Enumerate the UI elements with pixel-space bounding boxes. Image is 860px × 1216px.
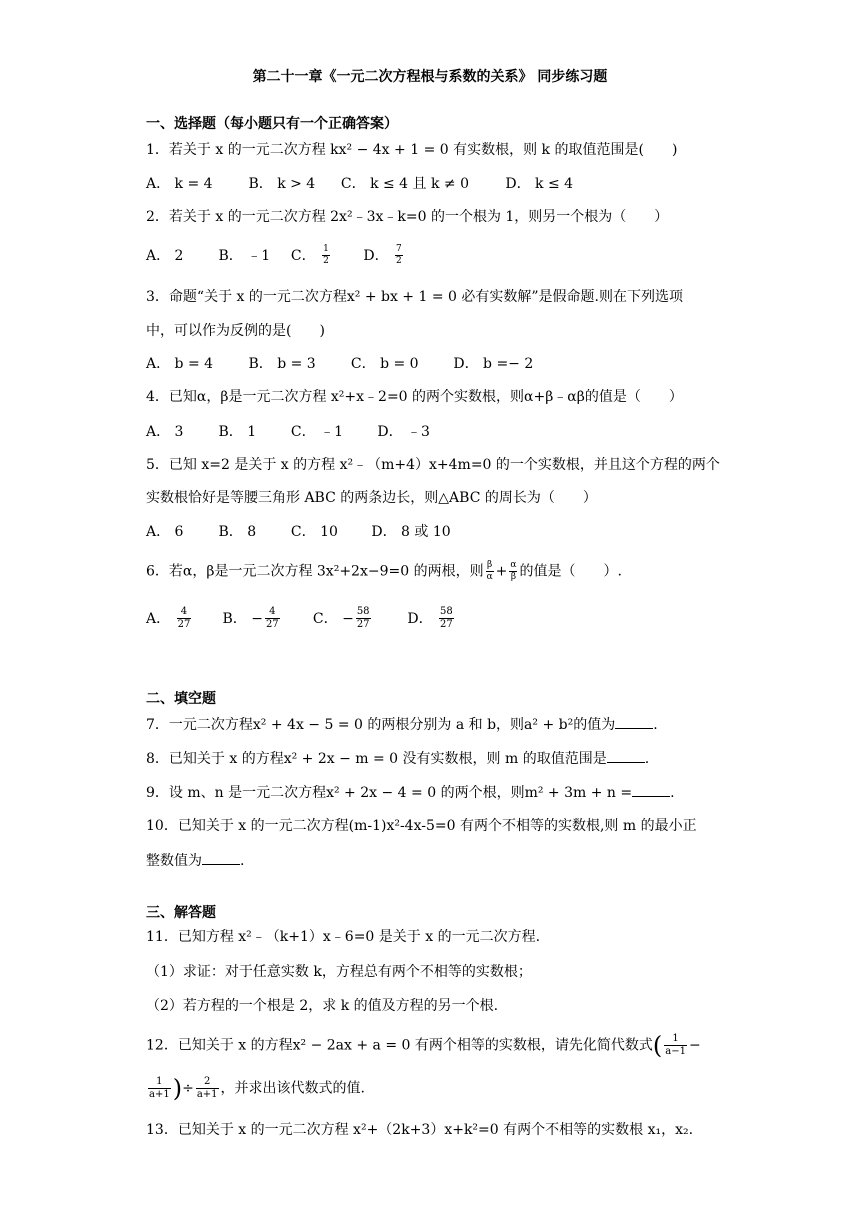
page-title: 第二十一章《一元二次方程根与系数的关系》 同步练习题 [252,69,608,85]
section-heading-fill: 二、填空题 [146,691,216,707]
question-13: 13．已知关于 x 的一元二次方程 x²+（2k+3）x+k²=0 有两个不相等的实数根 x₁，x₂. [146,1122,694,1138]
fraction: $\frac{\beta}{\alpha}$ [486,560,493,582]
question-3-line-2: 中，可以作为反例的是( ) [146,323,325,339]
question-1-options [146,174,573,194]
answer-blank[interactable] [202,850,240,865]
question-10-line-2: 整数值为 . [146,850,244,871]
option-c: C． 10 [290,524,338,540]
fraction: $\frac{1}{a+1}$ [149,1076,170,1100]
fraction: $\frac{4}{27}$ [265,606,279,630]
option-a: A． $\frac{4}{27}$ [146,606,191,630]
question-6: 6．若α，β是一元二次方程 3x²+2x−9=0 的两根，则 $\frac{\beta}{\alpha}$ + $\frac{\alpha}{\beta}$ 的值是（ ）. [146,560,622,582]
option-a: A． 2 [146,247,184,264]
option-c: C． b = 0 [350,356,419,372]
option-c: C． − $\frac{58}{27}$ [312,606,370,630]
question-7: 7．一元二次方程x² + 4x − 5 = 0 的两根分别为 a 和 b，则a² + b²的值为 . [146,714,658,735]
option-b: B． 1 [218,424,257,440]
question-4-options [146,422,430,442]
question-6-options [146,606,456,631]
question-11-part-2: （2）若方程的一个根是 2，求 k 的值及方程的另一个根. [146,998,499,1014]
option-b: B． − $\frac{4}{27}$ [222,606,279,630]
section-heading-choice: 一、选择题（每小题只有一个正确答案） [146,116,398,132]
fraction: $\frac{58}{27}$ [356,606,370,630]
question-2-options [146,244,405,267]
option-d: D． $\frac{7}{2}$ [363,244,402,266]
fraction: $\frac{7}{2}$ [396,244,402,266]
question-4: 4．已知α，β是一元二次方程 x²+x﹣2=0 的两个实数根，则α+β﹣αβ的值是（ ） [146,389,683,405]
fraction: $\frac{2}{a+1}$ [196,1076,218,1100]
option-b: B． b = 3 [248,356,316,372]
option-b: B． 8 [218,524,257,540]
question-1: 1．若关于 x 的一元二次方程 kx² − 4x + 1 = 0 有实数根，则 k 的取值范围是( ) [146,142,678,158]
question-5-options [146,522,451,542]
question-12-line-2: $\frac{1}{a+1}$ )÷ $\frac{2}{a+1}$ ，并求出该代数式的值. [149,1074,365,1103]
question-5-line-2: 实数根恰好是等腰三角形 ABC 的两条边长，则△ABC 的周长为（ ） [146,490,597,506]
question-9: 9．设 m、n 是一元二次方程x² + 2x − 4 = 0 的两个根，则m² + 3m + n = . [146,782,675,803]
question-10-line-1: 10．已知关于 x 的一元二次方程(m-1)x²-4x-5=0 有两个不相等的实数根,则 m 的最小正 [146,818,697,834]
option-c: C． k ≤ 4 且 k ≠ 0 [340,176,470,192]
option-d: D． $\frac{58}{27}$ [407,606,453,630]
option-b: B． ﹣1 [218,247,271,264]
fraction: $\frac{58}{27}$ [440,606,453,630]
question-11-part-1: （1）求证：对于任意实数 k，方程总有两个不相等的实数根； [146,964,532,980]
section-heading-solve: 三、解答题 [146,905,216,921]
option-c: C． ﹣1 [290,424,343,440]
option-a: A． k = 4 [146,176,213,192]
option-a: A． 6 [146,524,184,540]
question-3-line-1: 3．命题“关于 x 的一元二次方程x² + bx + 1 = 0 必有实数解”是假命题.则在下列选项 [146,289,683,305]
option-d: D． k ≤ 4 [505,176,574,192]
option-a: A． 3 [146,424,184,440]
option-d: D． ﹣3 [377,424,430,440]
fraction: $\frac{1}{a-1}$ [665,1033,686,1057]
fraction: $\frac{1}{2}$ [323,244,329,266]
option-d: D． 8 或 10 [371,524,451,540]
question-11-line-1: 11．已知方程 x²﹣（k+1）x﹣6=0 是关于 x 的一元二次方程. [146,929,541,945]
question-2: 2．若关于 x 的一元二次方程 2x²﹣3x﹣k=0 的一个根为 1，则另一个根为（ ） [146,209,669,225]
answer-blank[interactable] [615,714,653,729]
question-12-line-1: 12．已知关于 x 的方程x² − 2ax + a = 0 有两个相等的实数根，请先化简代数式( $\frac{1}{a-1}$ − [146,1031,701,1060]
question-8: 8．已知关于 x 的方程x² + 2x − m = 0 没有实数根，则 m 的取值范围是 . [146,748,649,769]
option-c: C． $\frac{1}{2}$ [290,244,329,266]
question-5-line-1: 5．已知 x=2 是关于 x 的方程 x²﹣（m+4）x+4m=0 的一个实数根，并且这个方程的两个 [146,457,720,473]
option-b: B． k > 4 [248,176,316,192]
answer-blank[interactable] [607,748,645,763]
option-a: A． b = 4 [146,356,214,372]
question-3-options [146,354,533,374]
option-d: D． b =− 2 [453,356,534,372]
fraction: $\frac{4}{27}$ [177,606,191,630]
fraction: $\frac{\alpha}{\beta}$ [510,560,517,582]
answer-blank[interactable] [632,782,670,797]
